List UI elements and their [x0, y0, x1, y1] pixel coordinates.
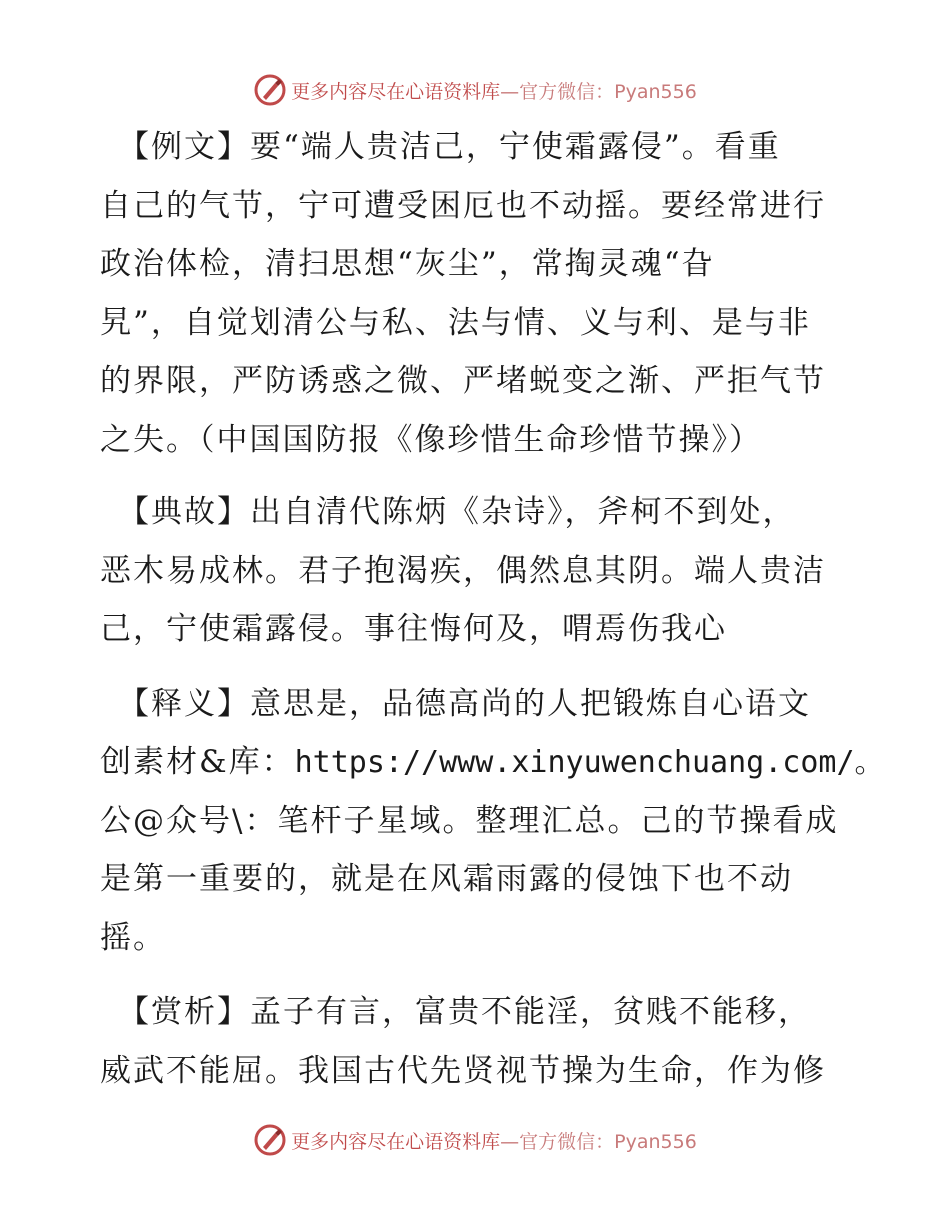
banner-text [291, 1127, 697, 1154]
text-line: 【例文】要“端人贵洁己，宁使霜露侵”。看重 [118, 129, 781, 165]
red-pen-circle-logo-icon [253, 1123, 287, 1157]
paragraph-allusion [100, 483, 850, 659]
text-line: 是第一重要的，就是在风霜雨露的侵蚀下也不动 [100, 861, 793, 897]
text-line: 自己的气节，宁可遭受困厄也不动摇。要经常进行 [100, 187, 826, 224]
paragraph-example [100, 118, 850, 469]
paragraph-appreciation [100, 983, 850, 1100]
document-body [100, 118, 885, 1100]
text-line: 恶木易成林。君子抱渴疾，偶然息其阴。端人贵洁 [100, 552, 826, 589]
text-line: 公@众号\：笔杆子星域。整理汇总。己的节操看成 [100, 802, 839, 839]
banner-sub-text: —官方微信：Pyan556 [500, 1130, 697, 1153]
text-line: 的界限，严防诱惑之微、严堵蜕变之渐、严拒气节 [100, 363, 826, 399]
banner-main-text: 更多内容尽在心语资料库 [291, 80, 501, 103]
text-line: 威武不能屈。我国古代先贤视节操为生命，作为修 [100, 1052, 826, 1089]
source-url: https://www.xinyuwenchuang.com/。 [294, 745, 885, 780]
text-line: 【赏析】孟子有言，富贵不能淫，贫贱不能移， [118, 994, 811, 1030]
banner-text [291, 77, 697, 104]
banner-sub-text: —官方微信：Pyan556 [500, 80, 697, 103]
banner-main-text: 更多内容尽在心语资料库 [291, 1130, 501, 1153]
text-line: 【典故】出自清代陈炳《杂诗》，斧柯不到处， [118, 494, 796, 530]
footer-watermark-banner [0, 1120, 950, 1160]
text-line: 旯”，自觉划清公与私、法与情、义与利、是与非 [100, 304, 811, 341]
text-line: 政治体检，清扫思想“灰尘”，常掏灵魂“旮 [100, 246, 715, 282]
header-watermark-banner [0, 70, 950, 110]
text-line: 摇。 [100, 919, 166, 956]
text-line: 己，宁使霜露侵。事往悔何及，喟焉伤我心 [100, 611, 727, 647]
text-line: 【释义】意思是，品德高尚的人把锻炼自心语文 [118, 685, 811, 722]
text-line-with-url [100, 733, 885, 792]
text-fragment: 创素材&库： [100, 744, 295, 780]
paragraph-interpretation [100, 675, 885, 968]
red-pen-circle-logo-icon [253, 73, 287, 107]
text-line: 之失。（中国国防报《像珍惜生命珍惜节操》） [100, 421, 762, 458]
